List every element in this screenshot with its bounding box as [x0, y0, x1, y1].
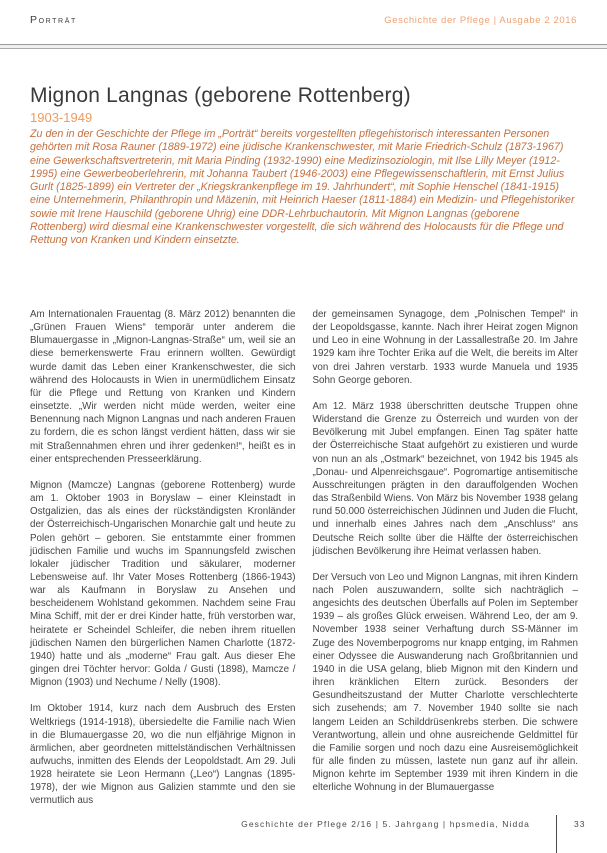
body-paragraph: Am 12. März 1938 überschritten deutsche Truppen ohne Widerstand die Grenze zu Österreich und wurden von der Bevölkerung mit Jubel empfangen. Einen Tag später hatte der Österreichische Staat aufgehört zu existieren und wurde von nun an als „Ostmark“ bezeichnet, von 1942 bis 1945 als „Donau- und Alpenreichsgaue“. Pogromartige antisemitische Ausschreitungen prägten in den darauffolgenden Wochen das Straßenbild Wiens. Von März bis November 1938 gelang rund 50.000 österreichischen Jüdinnen und Juden die Flucht, und innerhalb eines Jahres nach dem „Anschluss“ ans Deutsche Reich sollte über die Hälfte der österreichischen jüdischen Bevölkerung ihre Heimat verlassen haben. [312, 400, 578, 557]
article-years: 1903-1949 [30, 110, 93, 125]
left-column [30, 308, 296, 821]
imprint: Geschichte der Pflege 2/16 | 5. Jahrgang | hpsmedia, Nidda [241, 819, 530, 829]
article-abstract: Zu den in der Geschichte der Pflege im „Porträt“ bereits vorgestellten pflegehistorisch interessanten Personen gehörten mit Rosa Rauner (1889-1972) eine jüdische Krankenschwester, mit Marie Friedrich-Schulz (1873-1967) eine Gewerkschaftsvertreterin, mit Maria Pinding (1932-1990) eine Medizinsoziologin, mit Ilse Lilly Meyer (1912-1995) eine Gewerbeoberlehrerin, mit Johanna Taubert (1946-2003) eine Pflegewissenschaftlerin, mit Ernst Julius Gurlt (1825-1899) ein Vertreter der „Kriegskrankenpflege im 19. Jahrhundert“, mit Sophie Henschel (1841-1915) eine Unternehmerin, Philanthropin und Mäzenin, mit Heinrich Haeser (1811-1884) ein Medizin- und Pflegehistoriker sowie mit Irene Hauschild (geborene Uhrig) eine DDR-Lehrbuchautorin. Mit Mignon Langnas (geborene Rottenberg) wird diesmal eine Krankenschwester vorgestellt, die sich während des Holocausts für die Pflege und Rettung von Kranken und Kindern einsetzte. [30, 128, 575, 247]
article-title: Mignon Langnas (geborene Rottenberg) [30, 84, 411, 107]
body-paragraph: Mignon (Mamcze) Langnas (geborene Rottenberg) wurde am 1. Oktober 1903 in Boryslaw – einer Kleinstadt in Ostgalizien, das als eines der rückständigsten Kronländer der Österreichisch-Ungarischen Monarchie galt und heute zu Polen gehört – geboren. Sie entstammte einer frommen jüdischen Familie und wuchs im Spannungsfeld zwischen lokaler jüdischer Tradition und säkularer, moderner Lebensweise auf. Ihr Vater Moses Rottenberg (1866-1943) war als Kaufmann in Boryslaw zu Ansehen und bescheidenem Wohlstand gekommen. Nachdem seine Frau Mina Schiff, mit der er drei Kinder hatte, früh verstorben war, heiratete er Scheindel Schleifer, die neben ihrem rituellen jüdischen Namen den bürgerlichen Namen Charlotte (1872-1940) hatte und als „moderne“ Frau galt. Aus dieser Ehe gingen drei Töchter hervor: Golda / Gusti (1898), Mamcze / Mignon (1903) und Nechume / Nelly (1908). [30, 479, 296, 689]
running-head [30, 14, 577, 26]
right-column [313, 308, 579, 821]
body-paragraph: Im Oktober 1914, kurz nach dem Ausbruch des Ersten Weltkriegs (1914-1918), übersiedelte die Familie nach Wien in die Blumauergasse 20, wo die nun elfjährige Mignon in ärmlichen, aber geordneten mittelständischen Verhältnissen aufwuchs, inmitten des Elends der Leopoldstadt. Am 29. Juli 1928 heiratete sie Leon Hermann („Leo“) Langnas (1895-1978), der wie Mignon aus Galizien stammte und den sie vermutlich aus [30, 703, 296, 807]
page-footer [0, 813, 607, 853]
footer-divider [556, 815, 557, 853]
issue-label: Geschichte der Pflege | Ausgabe 2 2016 [384, 15, 577, 26]
page-number: 33 [574, 819, 586, 829]
body-paragraph: Am Internationalen Frauentag (8. März 2012) benannten die „Grünen Frauen Wiens“ temporär unter anderem die Blumauergasse in „Mignon-Langnas-Straße“ um, weil sie an diese bemerkenswerte Frau erinnern wollten. Gewürdigt wurde damit das Leben einer Krankenschwester, die sich während des Holocausts in Wien in unermüdlichem Einsatz für die Pflege und Rettung von Kranken und Kindern einsetzte. „Wir werden nicht müde werden, weiter eine Benennung nach Mignon Langnas und nach anderen Frauen zu fordern, die es schon längst verdient hätten, dass wir sie mit Straßennahmen ehren und ihrer gedenken!“, heißt es in einer entsprechenden Presseerklärung. [30, 309, 296, 465]
section-label: Porträt [30, 14, 77, 26]
body-columns [30, 308, 578, 821]
body-paragraph: der gemeinsamen Synagoge, dem „Polnischen Tempel“ in der Leopoldsgasse, kannte. Nach ihrer Heirat zogen Mignon und Leo in eine Wohnung in der Lassallestraße 20. Im Jahre 1929 kam ihre Tochter Erika auf die Welt, die bereits im Alter von drei Jahren verstarb. 1933 wurde Manuela und 1935 Sohn George geboren. [312, 309, 578, 386]
header-divider [0, 44, 607, 49]
body-paragraph: Der Versuch von Leo und Mignon Langnas, mit ihren Kindern nach Polen auszuwandern, sollte sich nachträglich – angesichts des deutschen Überfalls auf Polen im September 1939 – als großes Glück erweisen. Während Leo, der am 9. November 1938 seiner Verhaftung durch SS-Männer im Zuge des Novemberpogroms nur knapp entging, im Rahmen einer Odyssee die Auswanderung nach Großbritannien und 1940 in die USA gelang, blieb Mignon mit den Kindern und ihren kränklichen Eltern zurück. Besonders der Gesundheitszustand der Mutter Charlotte verschlechterte sich zusehends; am 7. November 1940 sollte sie nach langem Leiden an Schilddrüsenkrebs sterben. Die schwere Verantwortung, allein und ohne ausreichende Geldmittel für die Familie sorgen und noch dazu eine Ausreisemöglichkeit für alle finden zu müssen, lastete nun ganz auf ihr allein. Mignon kehrte im September 1939 mit ihren Kindern in die elterliche Wohnung in der Blumauergasse [312, 571, 578, 794]
